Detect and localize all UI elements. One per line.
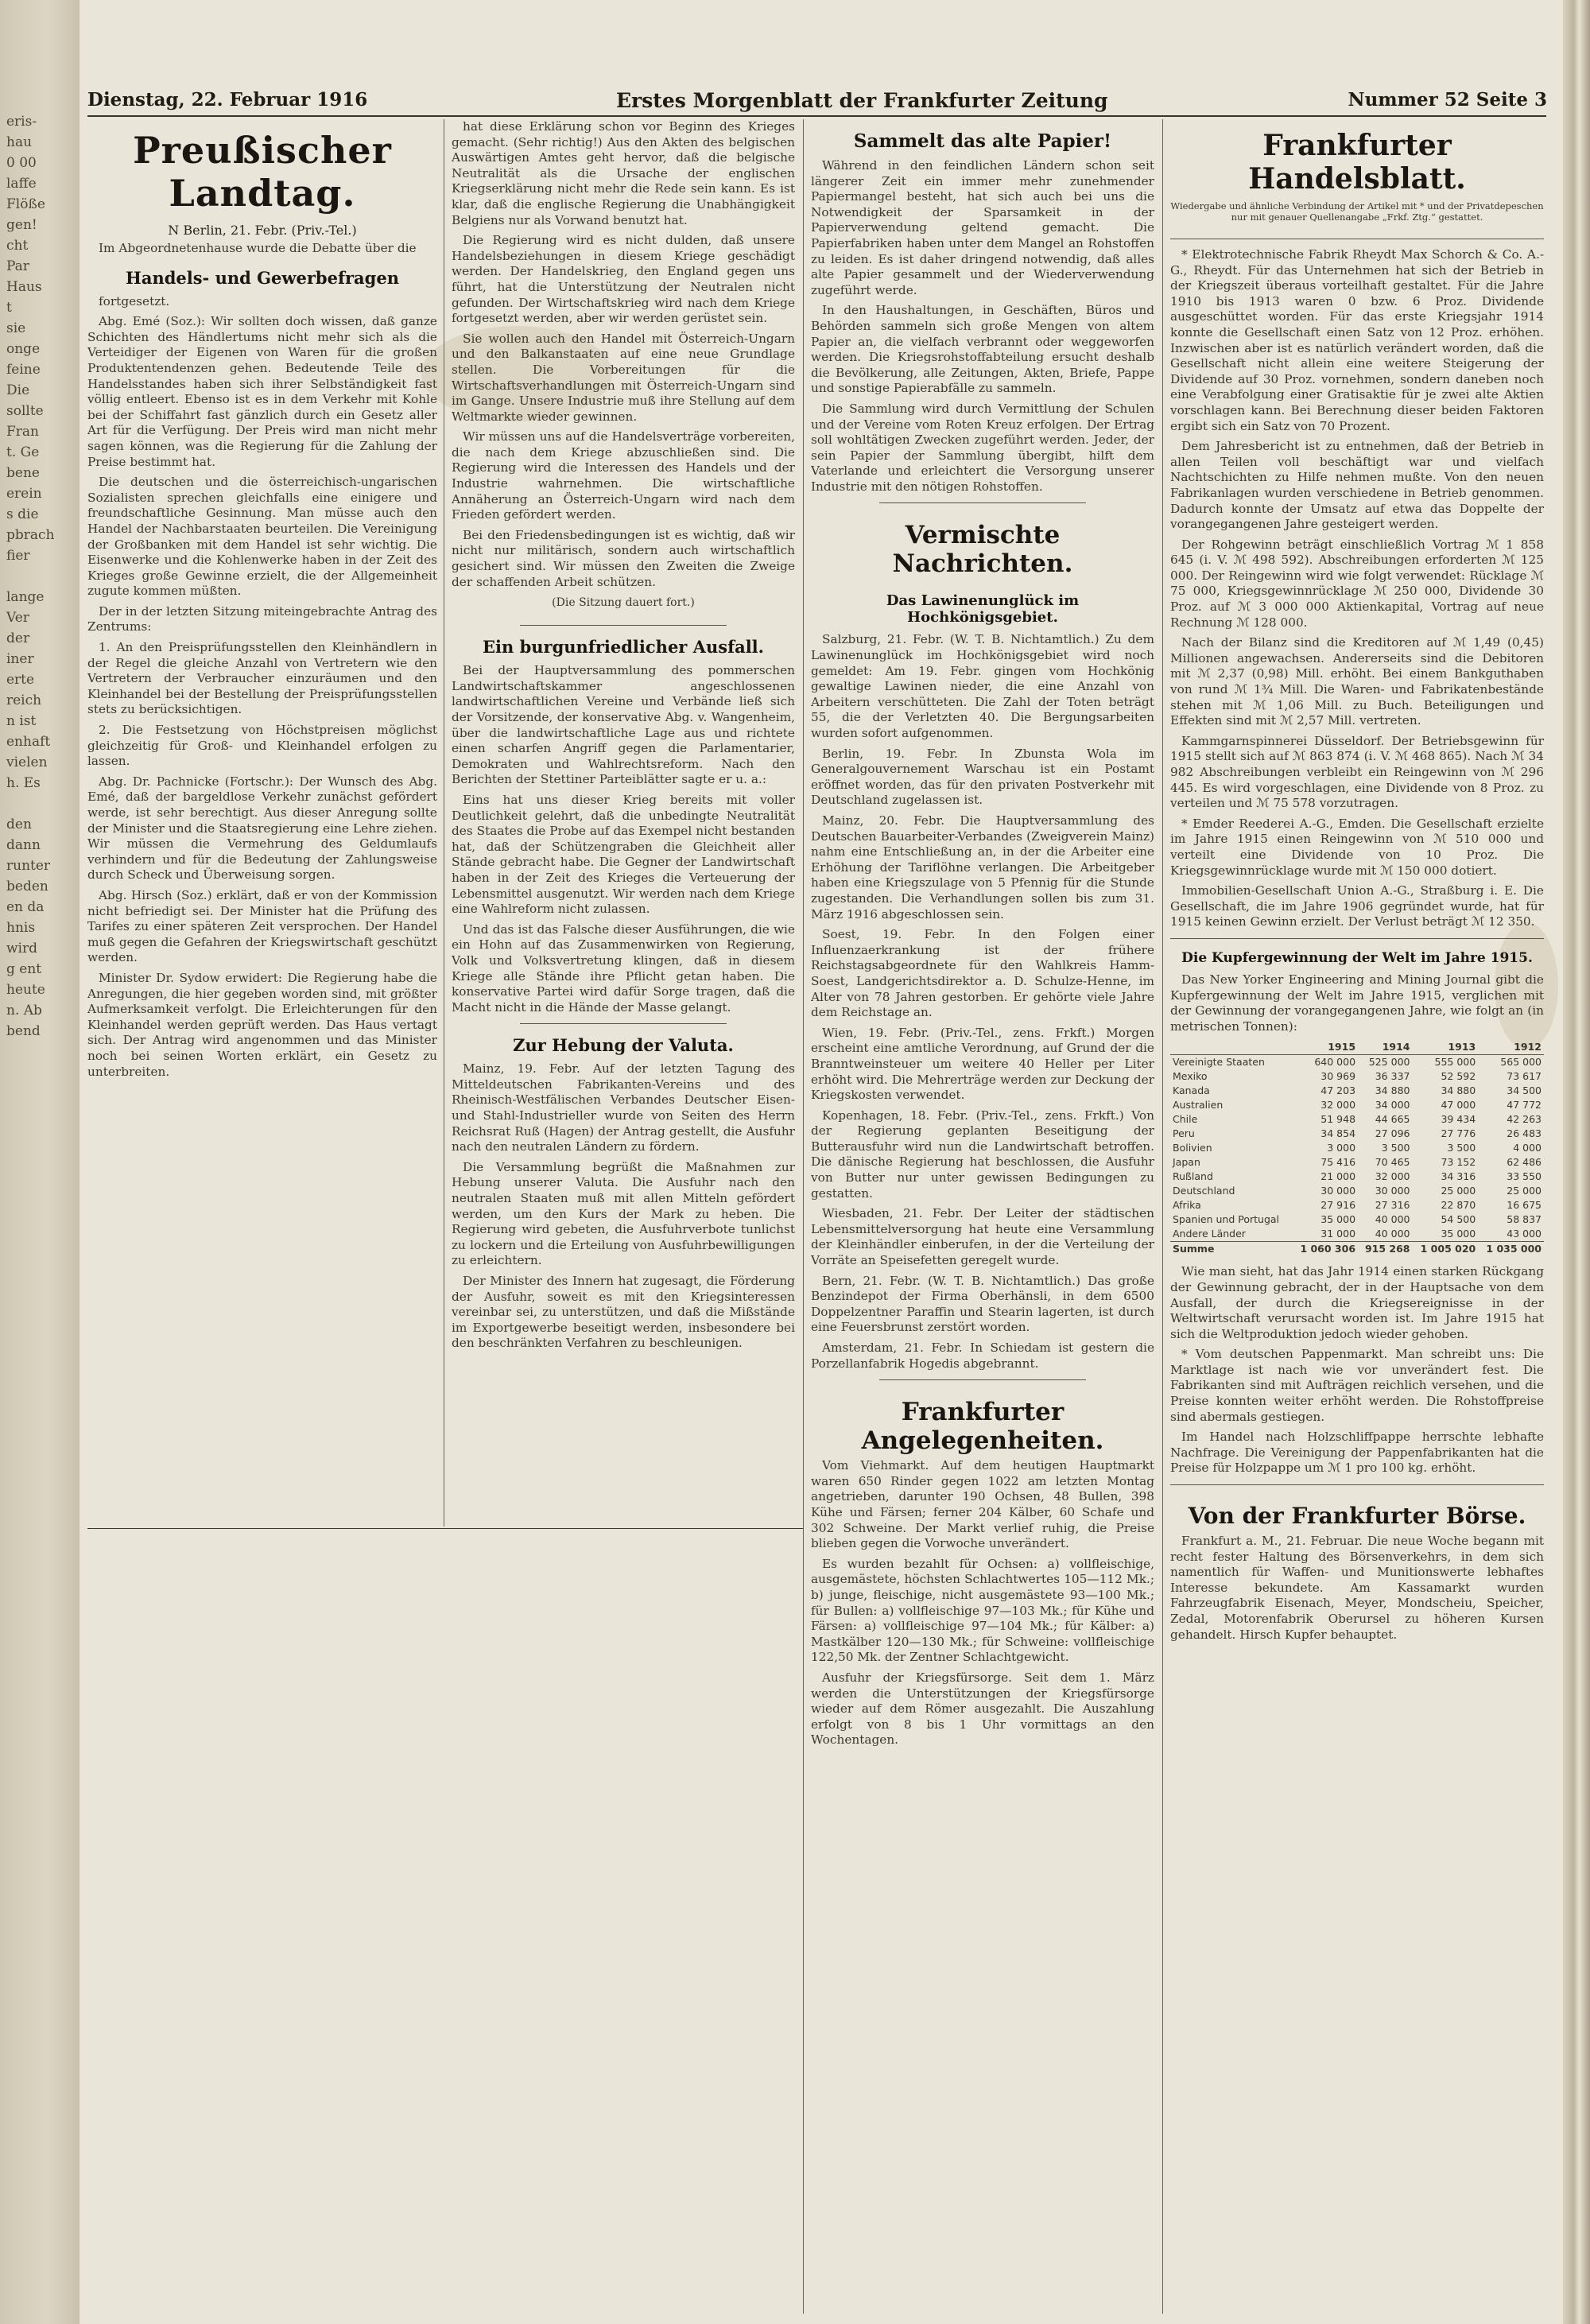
article-paragraph: Der Minister des Innern hat zugesagt, die Förderung der Ausfuhr, soweit es mit den Kriegsinteressen vereinbar sei, zu unterstützen, und daß die Mißstände im Exportgewerbe beseitigt werden, insbesondere bei den beschränkten Verfahren zu beschleunigen. [452,1274,795,1351]
separator [1170,1484,1544,1485]
table-cell: 31 000 [1320,1228,1356,1240]
article-paragraph: Die Regierung wird es nicht dulden, daß unsere Handelsbeziehungen in diesem Kriege geschädigt werden. Der Handelskrieg, den England gegen uns führt, hat die Unterstützung der Neutralen nicht gefunden. Der Wirtschaftskrieg wird nach dem Kriege fortgesetzt werden, aber wir werden gerüstet sein. [452,233,795,326]
table-cell: 525 000 [1368,1056,1410,1069]
article-paragraph: fortgesetzt. [99,293,170,308]
table-header-row [1170,1039,1544,1055]
kupfer-intro: Das New Yorker Engineering and Mining Journal gibt die Kupfergewinnung der Welt im Jahre 1915, verglichen mit der Gewinnung der vorangegangenen Jahre, wie folgt an (in metrischen Tonnen): [1170,972,1544,1034]
table-cell: Deutschland [1173,1185,1235,1197]
article-paragraph: Minister Dr. Sydow erwidert: Die Regierung habe die Anregungen, die hier gegeben worden sind, mit größter Aufmerksamkeit verfolgt. Die Erleichterungen für den Kleinhandel werden geprüft werden. Das Haus vertagt sich. Der Antrag wird angenommen und das Minister noch bei seinen Worten erklärt, ein Gesetz zu unterbreiten. [87,970,437,1079]
table-cell: 25 000 [1441,1185,1476,1197]
article-paragraph: 2. Die Festsetzung von Höchstpreisen möglichst gleichzeitig für Groß- und Kleinhandel erfolgen zu lassen. [87,723,437,769]
table-cell: 51 948 [1320,1113,1356,1126]
news-item: Amsterdam, 21. Febr. In Schiedam ist gestern die Porzellanfabrik Hogedis abgebrannt. [811,1340,1154,1371]
news-item: Wiesbaden, 21. Febr. Der Leiter der städtischen Lebensmittelversorgung hat heute eine Versammlung der Kleinhändler einberufen, in der die Verteilung der Vorräte an Speisefetten geregelt wurde. [811,1206,1154,1268]
table-cell: 22 870 [1441,1199,1476,1212]
article-paragraph: Abg. Emé (Soz.): Wir sollten doch wissen, daß ganze Schichten des Händlertums nicht mehr sich als die Verteidiger der Eigenen von Waren für die großen Produktentendenzen gehen. Bedeutende Teile des Handelsstandes haben sich ihrer Selbständigkeit fast völlig entleert. Ebenso ist es in dem Verkehr mit Kohle bei der Schiffahrt fast gänzlich durch ein Gesetz aller Art für die Verfügung. Der Preis wird man nicht mehr sagen können, was die Regierung für die Zahlung der Preise bestimmt hat. [87,314,437,469]
table-cell: 47 772 [1507,1099,1542,1112]
business-item: Wie man sieht, hat das Jahr 1914 einen starken Rückgang der Gewinnung gebracht, der in der Hauptsache von dem Ausfall, der durch die Kriegsereignisse in der Weltwirtschaft verursacht worden ist. Im Jahre 1915 hat sich die Weltproduktion jedoch wieder gehoben. [1170,1264,1544,1341]
table-row [1170,1098,1544,1112]
article-paragraph: 1. An den Preisprüfungsstellen den Kleinhändlern in der Regel die gleiche Anzahl von Vertretern wie den Vertretern der Verbraucher einzuräumen und den Kleinhandel bei der Bestellung der Preisprüfungsstellen stets zu berücksichtigen. [87,640,437,717]
business-item: Der Rohgewinn beträgt einschließlich Vortrag ℳ 1 858 645 (i. V. ℳ 498 592). Abschreibungen erforderten ℳ 125 000. Der Reingewinn wird wie folgt verwendet: Rücklage ℳ 75 000, Kriegsgewinnrücklage ℳ 250 000, Dividende 30 Proz. auf ℳ 3 000 000 Aktienkapital, Vortrag auf neue Rechnung ℳ 128 000. [1170,537,1544,630]
article-paragraph: Abg. Dr. Pachnicke (Fortschr.): Der Wunsch des Abg. Emé, daß der bargeldlose Verkehr zunächst gefördert werde, ist sehr berechtigt. Aus dieser Anregung sollte der Minister und die Staatsregierung eine Lehre ziehen. Wir müssen die Vermehrung des Geldumlaufs verhindern und für die Bedeutung der Zahlungsweise durch Scheck und Überweisung sorgen. [87,774,437,883]
table-header-cell: 1913 [1412,1039,1478,1055]
table-cell: 54 500 [1441,1213,1476,1226]
section-title-frankfurter: Frankfurter Angelegenheiten. [861,1398,1104,1456]
business-item: Kammgarnspinnerei Düsseldorf. Der Betriebsgewinn für 1915 stellt sich auf ℳ 863 874 (i. V. ℳ 468 865). Nach ℳ 34 982 Abschreibungen verbleibt ein Reingewinn von ℳ 296 445. Es wird vorgeschlagen, eine Dividende von 8 Proz. zu verteilen und ℳ 75 578 vorzutragen. [1170,733,1544,811]
copper-production-table [1170,1039,1544,1256]
table-cell: 52 592 [1441,1070,1476,1083]
table-cell: 35 000 [1320,1213,1356,1226]
table-cell: 42 263 [1507,1113,1542,1126]
article-title-kupfer: Die Kupfergewinnung der Welt im Jahre 1915. [1181,949,1533,966]
article-paragraph: Und das ist das Falsche dieser Ausführungen, die wie ein Hohn auf das Zusammenwirken von Regierung, Volk und Volksvertretung klingen, daß in diesem Kriege alle Stände ihre Pflicht getan haben. Die konservative Partei wird dafür Sorge tragen, daß die Macht nicht in die Hände der Masse gelangt. [452,921,795,1015]
news-item: Kopenhagen, 18. Febr. (Priv.-Tel., zens. Frkft.) Von der Regierung geplanten Beseitigung der Butterausfuhr wird nun die Landwirtschaft betroffen. Die dänische Regierung hat beschlossen, die Ausfuhr von Butter nur unter gewissen Bedingungen zu gestatten. [811,1108,1154,1201]
business-item: Immobilien-Gesellschaft Union A.-G., Straßburg i. E. Die Gesellschaft, die im Jahre 1906 gegründet wurde, hat für 1915 keinen Gewinn erzielt. Der Verlust beträgt ℳ 12 350. [1170,883,1544,929]
section-title-vermischte: Vermischte Nachrichten. [892,521,1073,579]
article-paragraph: Sie wollen auch den Handel mit Österreich-Ungarn und den Balkanstaaten auf eine neue Grundlage stellen. Die Vorbereitungen für die Wirtschaftsverhandlungen mit Österreich-Ungarn sind im Gange. Unsere Industrie muß ihre Stellung auf dem Weltmarkte wieder gewinnen. [452,331,795,424]
article-paragraph: Die Sammlung wird durch Vermittlung der Schulen und der Vereine vom Roten Kreuz erfolgen. Der Ertrag soll wohltätigen Zwecken zugeführt werden. Jeder, der sein Papier der Sammlung übergibt, hilft dem Vaterlande und erleichtert die Versorgung unserer Industrie mit den nötigen Rohstoffen. [811,401,1154,494]
separator [1170,938,1544,939]
article-paragraph: Die deutschen und die österreichisch-ungarischen Sozialisten sprechen gleichfalls eine einigere und freundschaftliche Gesinnung. Man müsse auch den Handel der Nachbarstaaten beurteilen. Die Vereinigung der Großbanken mit dem Handel ist sehr wichtig. Die Eisenwerke und die Kohlenwerke haben in der Zeit des Krieges große Gewinne erzielt, die der Allgemeinheit zugute kommen müßten. [87,475,437,599]
business-item: Nach der Bilanz sind die Kreditoren auf ℳ 1,49 (0,45) Millionen angewachsen. Andererseits sind die Debitoren mit ℳ 2,37 (0,98) Mill. erhöht. Bei einem Bankguthaben von rund ℳ 1¾ Mill. Die Waren- und Fabrikatenbestände stehen mit ℳ 1,06 Mill. zu Buch. Beteiligungen und Effekten sind mit ℳ 2,57 Mill. vertreten. [1170,635,1544,728]
article-paragraph: Bei den Friedensbedingungen ist es wichtig, daß wir nicht nur militärisch, sondern auch wirtschaftlich gesichert sind. Wir müssen den Zweiten die Zweige der schaffenden Arbeit schützen. [452,527,795,589]
table-cell: 555 000 [1434,1056,1476,1069]
header-rule [87,115,1546,117]
article-paragraph: Der in der letzten Sitzung miteingebrachte Antrag des Zentrums: [87,603,437,634]
news-item: Salzburg, 21. Febr. (W. T. B. Nichtamtlich.) Zu dem Lawinenunglück im Hochkönigsgebiet wird noch gemeldet: Am 19. Febr. gingen vom Hochkönig gewaltige Lawinen nieder, die eine Anzahl von Arbeitern verschütteten. Die Zahl der Toten beträgt 55, die der Verletzten 40. Die Bergungsarbeiten wurden sofort aufgenommen. [811,632,1154,741]
news-item: Bern, 21. Febr. (W. T. B. Nichtamtlich.) Das große Benzindepot der Firma Oberhänsli, in dem 6500 Doppelzentner Paraffin und Stearin lagerten, ist durch eine Feuersbrunst zerstört worden. [811,1273,1154,1335]
table-cell: 21 000 [1320,1170,1356,1183]
table-cell: Mexiko [1173,1070,1208,1083]
table-cell: Summe [1170,1242,1292,1257]
table-cell: 16 675 [1507,1199,1542,1212]
table-cell: Vereinigte Staaten [1173,1056,1265,1069]
article-paragraph: Eins hat uns dieser Krieg bereits mit voller Deutlichkeit gelehrt, daß die unbedingte Neutralität des Staates die Probe auf das Exempel nicht bestanden hat, daß der Schützengraben die Gleichheit aller Stände gebracht habe. Die Gegner der Landwirtschaft haben in der Zeit des Krieges die Verteuerung der Lebensmittel ausgenutzt. Wir werden nach dem Kriege eine Wahlreform nicht zulassen. [452,792,795,917]
page-edge [1563,0,1590,2324]
article-paragraph: Abg. Hirsch (Soz.) erklärt, daß er von der Kommission nicht befriedigt sei. Der Minister hat die Prüfung des Tarifes zu einer späteren Zeit versprochen. Der Handel muß gegen die Gefahren der Kriegswirtschaft geschützt werden. [87,887,437,965]
table-cell: 30 000 [1375,1185,1410,1197]
article-title-lawinen: Das Lawinenunglück im Hochkönigsgebiet. [886,592,1080,627]
article-dateline: N Berlin, 21. Febr. (Priv.-Tel.) [168,223,357,238]
margin-text-fragments: eris- hau 0 00 laffe Flöße gen! cht Par Haus t sie onge feine Die sollte Fran t. Ge bene erein s die pbrach fier lange Ver der iner erte reich n ist enhaft vielen h. Es den dann runter beden en da hnis wird g ent heute n. Ab bend [6,114,55,1039]
table-header-cell: 1914 [1358,1039,1412,1055]
table-cell: Australien [1173,1099,1224,1112]
table-cell: 25 000 [1507,1185,1542,1197]
table-cell: 43 000 [1507,1228,1542,1240]
separator [879,1379,1085,1380]
table-cell: 40 000 [1375,1213,1410,1226]
table-cell: Peru [1173,1127,1195,1140]
reprint-notice: Wiedergabe und ähnliche Verbindung der Artikel mit * und der Privatdepeschen nur mit genauer Quellenangabe „Frkf. Ztg.“ gestattet. [1170,200,1544,223]
table-body [1170,1055,1544,1257]
table-row [1170,1127,1544,1141]
column-1 [87,119,437,1527]
article-paragraph: Mainz, 19. Febr. Auf der letzten Tagung des Mitteldeutschen Fabrikanten-Vereins und des Rheinisch-Westfälischen Verbandes Deutscher Eisen- und Stahl-Industrieller wurde von Seiten des Herrn Reichsrat Ruß (Hagen) der Antrag gestellt, die Ausfuhr nach den neutralen Ländern zu fördern. [452,1061,795,1154]
column-3 [811,119,1154,2314]
article-paragraph: Wir müssen uns auf die Handelsverträge vorbereiten, die nach dem Kriege abzuschließen sind. Die Regierung wird die Interessen des Handels und der Industrie wahrnehmen. Die wirtschaftliche Annäherung an Österreich-Ungarn wird nach dem Frieden gefördert werden. [452,429,795,522]
table-cell: 47 000 [1441,1099,1476,1112]
binding-margin [0,0,80,2324]
table-cell: Kanada [1173,1084,1210,1097]
boerse-report: Frankfurt a. M., 21. Februar. Die neue Woche begann mit recht fester Haltung des Börsenverkehrs, in dem sich namentlich für Waffen- und Munitionswerte lebhaftes Interesse bekundete. Am Kassamarkt wurden Fahrzeugfabrik Eisenach, Meyer, Mondscheiu, Speicher, Zedal, Motorenfabrik Oberursel zu höheren Kursen gehandelt. Hirsch Kupfer behauptet. [1170,1534,1544,1642]
business-item: * Emder Reederei A.-G., Emden. Die Gesellschaft erzielte im Jahre 1915 einen Reingewinn von ℳ 510 000 und verteilt eine Dividende von 10 Proz. Die Kriegsgewinnrücklage wurde mit ℳ 150 000 dotiert. [1170,816,1544,878]
table-row [1170,1198,1544,1212]
table-cell: 39 434 [1441,1113,1476,1126]
table-cell: 30 000 [1320,1185,1356,1197]
section-title-boerse: Von der Frankfurter Börse. [1188,1503,1526,1530]
article-title-landtag: Preußischer Landtag. [133,129,392,215]
business-item: * Elektrotechnische Fabrik Rheydt Max Schorch & Co. A.-G., Rheydt. Für das Unternehmen hat sich der Betrieb in der Kriegszeit überaus vorteilhaft gestaltet. Für die Jahre 1910 bis 1913 waren 0 bzw. 6 Proz. Dividende ausgeschüttet worden. Für das erste Kriegsjahr 1914 konnte die Gesellschaft einen Satz von 12 Proz. erhöhen. Inzwischen aber ist es natürlich verändert worden, daß die Gesellschaft nicht allein eine weitere Steigerung der Dividende auf 30 Proz. vornehmen, sondern daneben noch eine Verabfolgung einer Gratisaktie für je zwei alte Aktien vorschlagen kann. Bei Berechnung dieser beiden Faktoren ergibt sich ein Satz von 70 Prozent. [1170,247,1544,433]
table-cell: 44 665 [1375,1113,1410,1126]
header-title: Erstes Morgenblatt der Frankfurter Zeitung [616,89,1108,112]
table-cell: Japan [1173,1156,1200,1169]
news-item: Vom Viehmarkt. Auf dem heutigen Hauptmarkt waren 650 Rinder gegen 1022 am letzten Montag angetrieben, darunter 190 Ochsen, 48 Bullen, 398 Kühe und Färsen; ferner 204 Kälber, 60 Schafe und 302 Schweine. Der Markt verlief ruhig, die Preise blieben gegen die Vorwoche unverändert. [811,1458,1154,1551]
table-cell: Chile [1173,1113,1198,1126]
news-item: Wien, 19. Febr. (Priv.-Tel., zens. Frkft.) Morgen erscheint eine amtliche Verordnung, auf Grund der die Branntweinsteuer um weitere 40 Heller per Liter erhöht wird. Die Mehrerträge werden zur Deckung der Kriegskosten verwendet. [811,1025,1154,1103]
table-cell: Spanien und Portugal [1173,1213,1280,1226]
column-rule [1162,119,1163,2314]
news-item: Mainz, 20. Febr. Die Hauptversammlung des Deutschen Bauarbeiter-Verbandes (Zweigverein Mainz) nahm eine Entschließung an, in der die Arbeiter eine Erhöhung der Tariflöhne verlangen. Die Arbeitgeber haben eine Kriegszulage von 5 Pfennig für die Stunde zugestanden. Die Verhandlungen sollen bis zum 31. März 1916 abgeschlossen sein. [811,813,1154,921]
header-date: Dienstag, 22. Februar 1916 [87,89,368,111]
business-item: * Vom deutschen Pappenmarkt. Man schreibt uns: Die Marktlage ist nach wie vor unverändert fest. Die Fabrikanten sind mit Aufträgen reichlich versehen, und die Preise konnten weiter erhöht werden. Die Rohstoffpreise sind abermals gestiegen. [1170,1347,1544,1424]
header-page-number: Nummer 52 Seite 3 [1348,89,1547,111]
table-cell: 26 483 [1507,1127,1542,1140]
table-cell: 34 854 [1320,1127,1356,1140]
table-cell: 34 000 [1375,1099,1410,1112]
article-paragraph: Die Versammlung begrüßt die Maßnahmen zur Hebung unserer Valuta. Die Ausfuhr nach den neutralen Staaten muß mit allen Mitteln gefördert werden, um den Kurs der Mark zu heben. Die Regierung wird gebeten, die Ausfuhrverbote tunlichst zu lockern und die Erteilung von Ausfuhrbewilligungen zu erleichtern. [452,1159,795,1268]
table-cell: 62 486 [1507,1156,1542,1169]
article-title-valuta: Zur Hebung der Valuta. [513,1035,734,1056]
column-2 [452,119,795,1527]
column-rule [803,119,804,2314]
table-cell: 4 000 [1513,1142,1542,1154]
table-cell: 34 500 [1507,1084,1542,1097]
news-item: Ausfuhr der Kriegsfürsorge. Seit dem 1. März werden die Unterstützungen der Kriegsfürsorge wieder auf dem Römer ausgezahlt. Die Auszahlung erfolgt von 8 bis 1 Uhr vormittags an den Wochentagen. [811,1670,1154,1748]
table-row [1170,1170,1544,1184]
table-header-cell [1170,1039,1292,1055]
table-cell: 915 268 [1358,1242,1412,1257]
column-4 [1170,119,1544,2314]
table-cell: Afrika [1173,1199,1201,1212]
table-cell: 58 837 [1507,1213,1542,1226]
table-cell: 34 880 [1441,1084,1476,1097]
table-cell: 565 000 [1500,1056,1542,1069]
section-rule [87,1528,803,1529]
table-cell: 3 000 [1327,1142,1356,1154]
table-cell: 70 465 [1375,1156,1410,1169]
table-header-cell: 1915 [1292,1039,1358,1055]
table-cell: 27 916 [1320,1199,1356,1212]
business-item: Im Handel nach Holzschliffpappe herrschte lebhafte Nachfrage. Die Vereinigung der Pappenfabrikanten hat die Preise für Holzpappe um ℳ 1 pro 100 kg. erhöht. [1170,1430,1544,1476]
table-header-cell: 1912 [1478,1039,1544,1055]
table-cell: 36 337 [1375,1070,1410,1083]
article-paragraph: In den Haushaltungen, in Geschäften, Büros und Behörden sammeln sich große Mengen von altem Papier an, die vielfach verbrannt oder weggeworfen werden. Die Kriegsrohstoffabteilung ersucht deshalb die Bevölkerung, alle Zeitungen, Akten, Briefe, Pappe und sonstige Papierabfälle zu sammeln. [811,303,1154,396]
table-cell: 30 969 [1320,1070,1356,1083]
table-row [1170,1141,1544,1155]
table-cell: 1 005 020 [1412,1242,1478,1257]
table-cell: 32 000 [1320,1099,1356,1112]
article-title-ausfall: Ein burgunfriedlicher Ausfall. [483,637,764,658]
table-row [1170,1084,1544,1098]
news-item: Berlin, 19. Febr. In Zbunsta Wola im Generalgouvernement Warschau ist ein Postamt eröffnet worden, das für den privaten Postverkehr mit Deutschland zugelassen ist. [811,746,1154,808]
table-row [1170,1184,1544,1198]
section-title-handelsblatt: Frankfurter Handelsblatt. [1248,129,1466,196]
table-cell: 34 880 [1375,1084,1410,1097]
article-subtitle: Handels- und Gewerbefragen [126,267,399,288]
article-paragraph: Bei der Hauptversammlung des pommerschen Landwirtschaftskammer angeschlossenen landwirtschaftlichen Vereine und Verbände ließ sich der Vorsitzende, der konservative Abg. v. Wangenheim, über die landwirtschaftliche Lage aus und richtete einen scharfen Angriff gegen die Parlamentarier, Demokraten und Wahlrechtsreform. Nach den Berichten der Stettiner Parteiblätter sagte er u. a.: [452,663,795,787]
table-cell: 73 617 [1507,1070,1542,1083]
table-cell: 40 000 [1375,1228,1410,1240]
article-intro: Im Abgeordnetenhause wurde die Debatte über die [99,241,417,255]
table-row [1170,1212,1544,1227]
article-title-papier: Sammelt das alte Papier! [853,130,1112,152]
news-item: Soest, 19. Febr. In den Folgen einer Influenzaerkrankung ist der frühere Reichstagsabgeordnete für den Wahlkreis Hamm-Soest, Landgerichtsdirektor a. D. Schulze-Henne, im Alter von 78 Jahren gestorben. Er gehörte viele Jahre dem Reichstage an. [811,927,1154,1020]
separator [520,1023,726,1024]
table-cell: 75 416 [1320,1156,1356,1169]
table-cell: 33 550 [1507,1170,1542,1183]
table-row [1170,1227,1544,1242]
table-cell: 27 096 [1375,1127,1410,1140]
table-cell: 35 000 [1441,1228,1476,1240]
table-cell: Andere Länder [1173,1228,1246,1240]
table-total-row [1170,1242,1544,1257]
session-note: (Die Sitzung dauert fort.) [552,596,695,610]
table-cell: 27 776 [1441,1127,1476,1140]
newspaper-page [80,0,1563,2324]
table-row [1170,1112,1544,1127]
table-cell: 27 316 [1375,1199,1410,1212]
business-item: Dem Jahresbericht ist zu entnehmen, daß der Betrieb in allen Teilen voll beschäftigt war und vielfach Nachtschichten zu Hilfe nehmen mußte. Von den neuen Fabrikanlagen wurden verschiedene in Betrieb genommen. Dadurch konnte der Umsatz auf etwa das Doppelte der vorangegangenen Jahre gesteigert werden. [1170,439,1544,532]
table-cell: 73 152 [1441,1156,1476,1169]
table-cell: Bolivien [1173,1142,1212,1154]
table-cell: 1 035 000 [1478,1242,1544,1257]
table-cell: 640 000 [1314,1056,1356,1069]
table-cell: 32 000 [1375,1170,1410,1183]
separator [520,625,726,626]
table-row [1170,1069,1544,1084]
article-paragraph: Während in den feindlichen Ländern schon seit längerer Zeit ein immer mehr zunehmender Papiermangel besteht, hat sich auch bei uns die Notwendigkeit der Sparsamkeit in der Papierverwendung geltend gemacht. Die Papierfabriken haben unter dem Mangel an Rohstoffen zu leiden. Es ist daher dringend notwendig, daß alles alte Papier gesammelt und der Wiederverwendung zugeführt werde. [811,158,1154,297]
table-cell: 3 500 [1447,1142,1476,1154]
table-row [1170,1155,1544,1170]
table-cell: 3 500 [1381,1142,1410,1154]
table-cell: Rußland [1173,1170,1213,1183]
article-paragraph: hat diese Erklärung schon vor Beginn des Krieges gemacht. (Sehr richtig!) Aus den Akten des belgischen Auswärtigen Amtes geht hervor, daß die belgische Neutralität als die Ursache der englischen Kriegserklärung nicht mehr die Rede sein kann. Es ist klar, daß die englische Regierung die Unabhängigkeit Belgiens nur als Vorwand benutzt hat. [452,119,795,227]
table-cell: 47 203 [1320,1084,1356,1097]
table-cell: 1 060 306 [1292,1242,1358,1257]
news-item: Es wurden bezahlt für Ochsen: a) vollfleischige, ausgemästete, höchsten Schlachtwertes 105—112 Mk.; b) junge, fleischige, nicht ausgemästete 93—100 Mk.; für Bullen: a) vollfleischige 97—103 Mk.; für Kühe und Färsen: a) vollfleischige 97—104 Mk.; für Kälber: a) Mastkälber 120—130 Mk.; für Schweine: vollfleischige 122,50 Mk. der Zentner Schlachtgewicht. [811,1556,1154,1665]
table-cell: 34 316 [1441,1170,1476,1183]
table-row [1170,1055,1544,1070]
separator [879,502,1085,503]
